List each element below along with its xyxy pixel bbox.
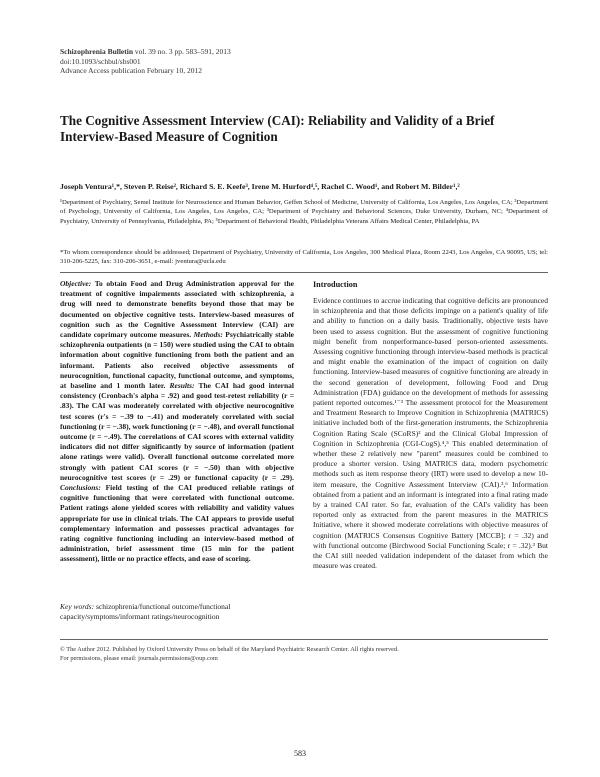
objective-label: Objective: <box>60 279 92 288</box>
page-number: 583 <box>294 749 306 758</box>
footer-divider <box>60 639 548 640</box>
affiliations: ¹Department of Psychiatry, Semel Institute for Neuroscience and Human Behavior, Geffen School of Medicine, University of California, Los Angeles, Los Angeles, CA; ²Department of Psychology, University of California, Los Angeles, Los Angeles, CA; ³Department of Psychiatry and Behavioral Sciences, Duke University, Durham, NC; ⁴Department of Psychiatry, University of Pennsylvania, Philadelphia, PA; ⁵Department of Behavioral Health, Philadelphia Veterans Affairs Medical Center, Philadelphia, PA <box>60 199 548 225</box>
abstract-conclusions: Field testing of the CAI produced reliable ratings of cognitive functioning that were correlated with functional outcome. Patient ratings alone yielded scores with reliability and validity values appropriate for use in clinical trials. The CAI appears to provide useful complementary information and possesses practical advantages for rating cognitive functioning including an interview-based method of administration, brief assessment time (15 min for the patient assessment), little or no practice effects, and ease of scoring. <box>60 483 294 564</box>
abstract-results: The CAI had good internal consistency (Cronbach's alpha = .92) and good test-retest reliability (r = .83). The CAI was moderately correlated with objective neurocognitive test scores (r's = −.39 to −.41) and moderately correlated with social functioning (r = −.38), work functioning (r = −.48), and overall functional outcome (r = −.49). The correlations of CAI scores with external validity indicators did not differ significantly by source of information (patient alone ratings were valid). Overall functional outcome correlated more strongly with patient CAI scores (r = −.50) than with objective neurocognitive test scores (r = .29) or functional capacity (r = .29). <box>60 381 294 482</box>
correspondence: *To whom correspondence should be addressed; Department of Psychiatry, University of California, Los Angeles, 300 Medical Plaza, Room 2243, Los Angeles, CA 90095, US; tel: 310-206-5225, fax: 310-206-3651, e-mail: jventura@ucla.edu <box>60 249 548 266</box>
permissions-line: For permissions, please email: journals.permissions@oup.com <box>60 654 218 662</box>
journal-name: Schizophrenia Bulletin <box>60 47 134 56</box>
abstract <box>60 279 294 565</box>
introduction-text: Evidence continues to accrue indicating that cognitive deficits are pronounced in schizophrenia and that those deficits impinge on a patient's quality of life and ability to function on a daily basis. Traditionally, objective tests have been used to assess cognition. But the assessment of cognitive functioning might benefit from nonperformance-based person-oriented assessments. Assessing cognitive functioning through interview-based methods is practical and might enable the examination of the impact of cognition on daily functioning. Interview-based measures of cognitive functioning are already in the second generation of development, following Food and Drug Administration (FDA) guidance on the development of methods for assessing patient reported outcomes.¹⁻³ The assessment protocol for the Measurement and Treatment Research to Improve Cognition in Schizophrenia (MATRICS) initiative included both of the first-generation instruments, the Schizophrenia Cognition Rating Scale (SCoRS)² and the Clinical Global Impression of Cognition in Schizophrenia (CGI-CogS).⁴,⁵ This enabled determination of whether these 2 relatively new "parent" measures could be combined to produce a shorter version. Using MATRICS data, modern psychometric methods such as item response theory (IRT) were used to develop a new 10-item measure, the Cognitive Assessment Interview (CAI).³,⁶ Information obtained from a patient and an informant is integrated into a final rating made by a trained CAI rater. So far, evaluation of the CAI's validity has been reported only as extracted from the parent measures in the MATRICS Initiative, where it showed moderate correlations with objective measures of cognition (MATRICS Consensus Cognitive Battery [MCCB]; r = .32) and with functional outcome (Birchwood Social Functioning Scale; r = .32).³ But the CAI still needed validation independent of the dataset from which the measure was created. <box>313 296 548 571</box>
conclusions-label: Conclusions: <box>60 483 101 493</box>
author-list: Joseph Ventura¹,*, Steven P. Reise², Richard S. E. Keefe³, Irene M. Hurford⁴,⁵, Rachel C. Wood¹, and Robert M. Bilder¹,² <box>60 182 460 191</box>
introduction-heading: Introduction <box>313 280 358 289</box>
keywords <box>60 602 294 622</box>
advance-access: Advance Access publication February 10, 2012 <box>60 66 203 76</box>
doi: doi:10.1093/schbul/sbs001 <box>60 56 141 66</box>
abstract-objective: To obtain Food and Drug Administration approval for the treatment of cognitive impairments associated with schizophrenia, a drug will need to demonstrate benefits beyond those that may be documented on objective cognitive tests. Interview-based measures of cognition such as the Cognitive Assessment Interview (CAI) are candidate coprimary outcome measures. <box>60 279 294 340</box>
volume-info: vol. 39 no. 3 pp. 583–591, 2013 <box>134 47 231 56</box>
keywords-label: Key words: <box>60 602 95 611</box>
methods-label: Methods: <box>193 330 223 340</box>
copyright-line: © The Author 2012. Published by Oxford University Press on behalf of the Maryland Psychiatric Research Center. All rights reserved. <box>60 646 399 653</box>
article-meta <box>60 47 231 76</box>
journal-info-line <box>60 47 231 57</box>
copyright-notice <box>60 646 548 664</box>
abstract-methods: Psychiatrically stable schizophrenia outpatients (n = 150) were studied using the CAI to obtain information about cognitive functioning from both the patient and an informant. Patients also received objective assessments of neurocognition, functional capacity, functional outcome, and symptoms, at baseline and 1 month later. <box>60 330 294 391</box>
results-label: Results: <box>169 381 195 391</box>
keywords-text: schizophrenia/functional outcome/functional capacity/symptoms/informant ratings/neurocognition <box>60 602 231 622</box>
article-title: The Cognitive Assessment Interview (CAI): Reliability and Validity of a Brief Interview-Based Measure of Cognition <box>60 113 495 144</box>
top-divider <box>60 272 548 273</box>
